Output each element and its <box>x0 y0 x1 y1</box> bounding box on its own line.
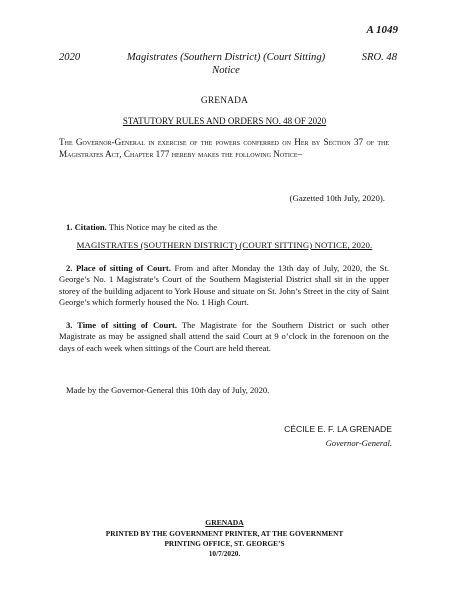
signature-name: CÉCILE E. F. LA GRENADE <box>284 424 392 434</box>
preamble: The Governor-General in exercise of the powers conferred on Her by Section 37 of the Magistrates Act, Chapter 177 hereby makes the following Notice– <box>59 137 389 160</box>
section-1-heading: 1. Citation. <box>66 222 107 232</box>
section-1-text: This Notice may be cited as the <box>108 222 218 232</box>
footer-date: 10/7/2020. <box>208 549 241 558</box>
section-2 <box>59 263 389 309</box>
country-title: GRENADA <box>200 96 249 106</box>
notice-title: MAGISTRATES (SOUTHERN DISTRICT) (COURT SITTING) NOTICE, 2020. <box>76 240 373 250</box>
made-by-line: Made by the Governor-General this 10th day of July, 2020. <box>66 385 270 395</box>
signature-title: Governor-General. <box>325 438 392 448</box>
footer-printer-line2: PRINTING OFFICE, ST. GEORGE’S <box>164 539 285 548</box>
header-sro: SRO. 48 <box>361 52 397 63</box>
footer-printer-line1: PRINTED BY THE GOVERNMENT PRINTER, AT THE GOVERNMENT <box>105 529 344 538</box>
rules-title: STATUTORY RULES AND ORDERS NO. 48 OF 2020 <box>122 116 327 126</box>
section-2-heading: 2. Place of sitting of Court. <box>66 263 171 273</box>
section-3 <box>59 320 389 354</box>
section-1 <box>66 222 389 233</box>
section-2-text: From and after Monday the 13th day of July, 2020, the St. George’s No. 1 Magistrate’s Court of the Southern Magisterial District shall sit in the upper storey of the building adjacent to York House and situate on St. John’s Street in the city of Saint George’s which formerly housed the No. 1 High Court. <box>59 263 389 308</box>
section-3-text: The Magistrate for the Southern District or such other Magistrate as may be assigned shall attend the said Court at 9 o’clock in the forenoon on the days of each week when sittings of the Court are held thereat. <box>59 320 389 353</box>
section-3-heading: 3. Time of sitting of Court. <box>66 320 178 330</box>
footer-country: GRENADA <box>205 518 244 527</box>
gazetted-date: (Gazetted 10th July, 2020). <box>289 193 385 203</box>
header-title: Magistrates (Southern District) (Court Sitting) Notice <box>126 52 326 76</box>
page-number: A 1049 <box>366 24 398 36</box>
header-year: 2020 <box>59 52 81 63</box>
